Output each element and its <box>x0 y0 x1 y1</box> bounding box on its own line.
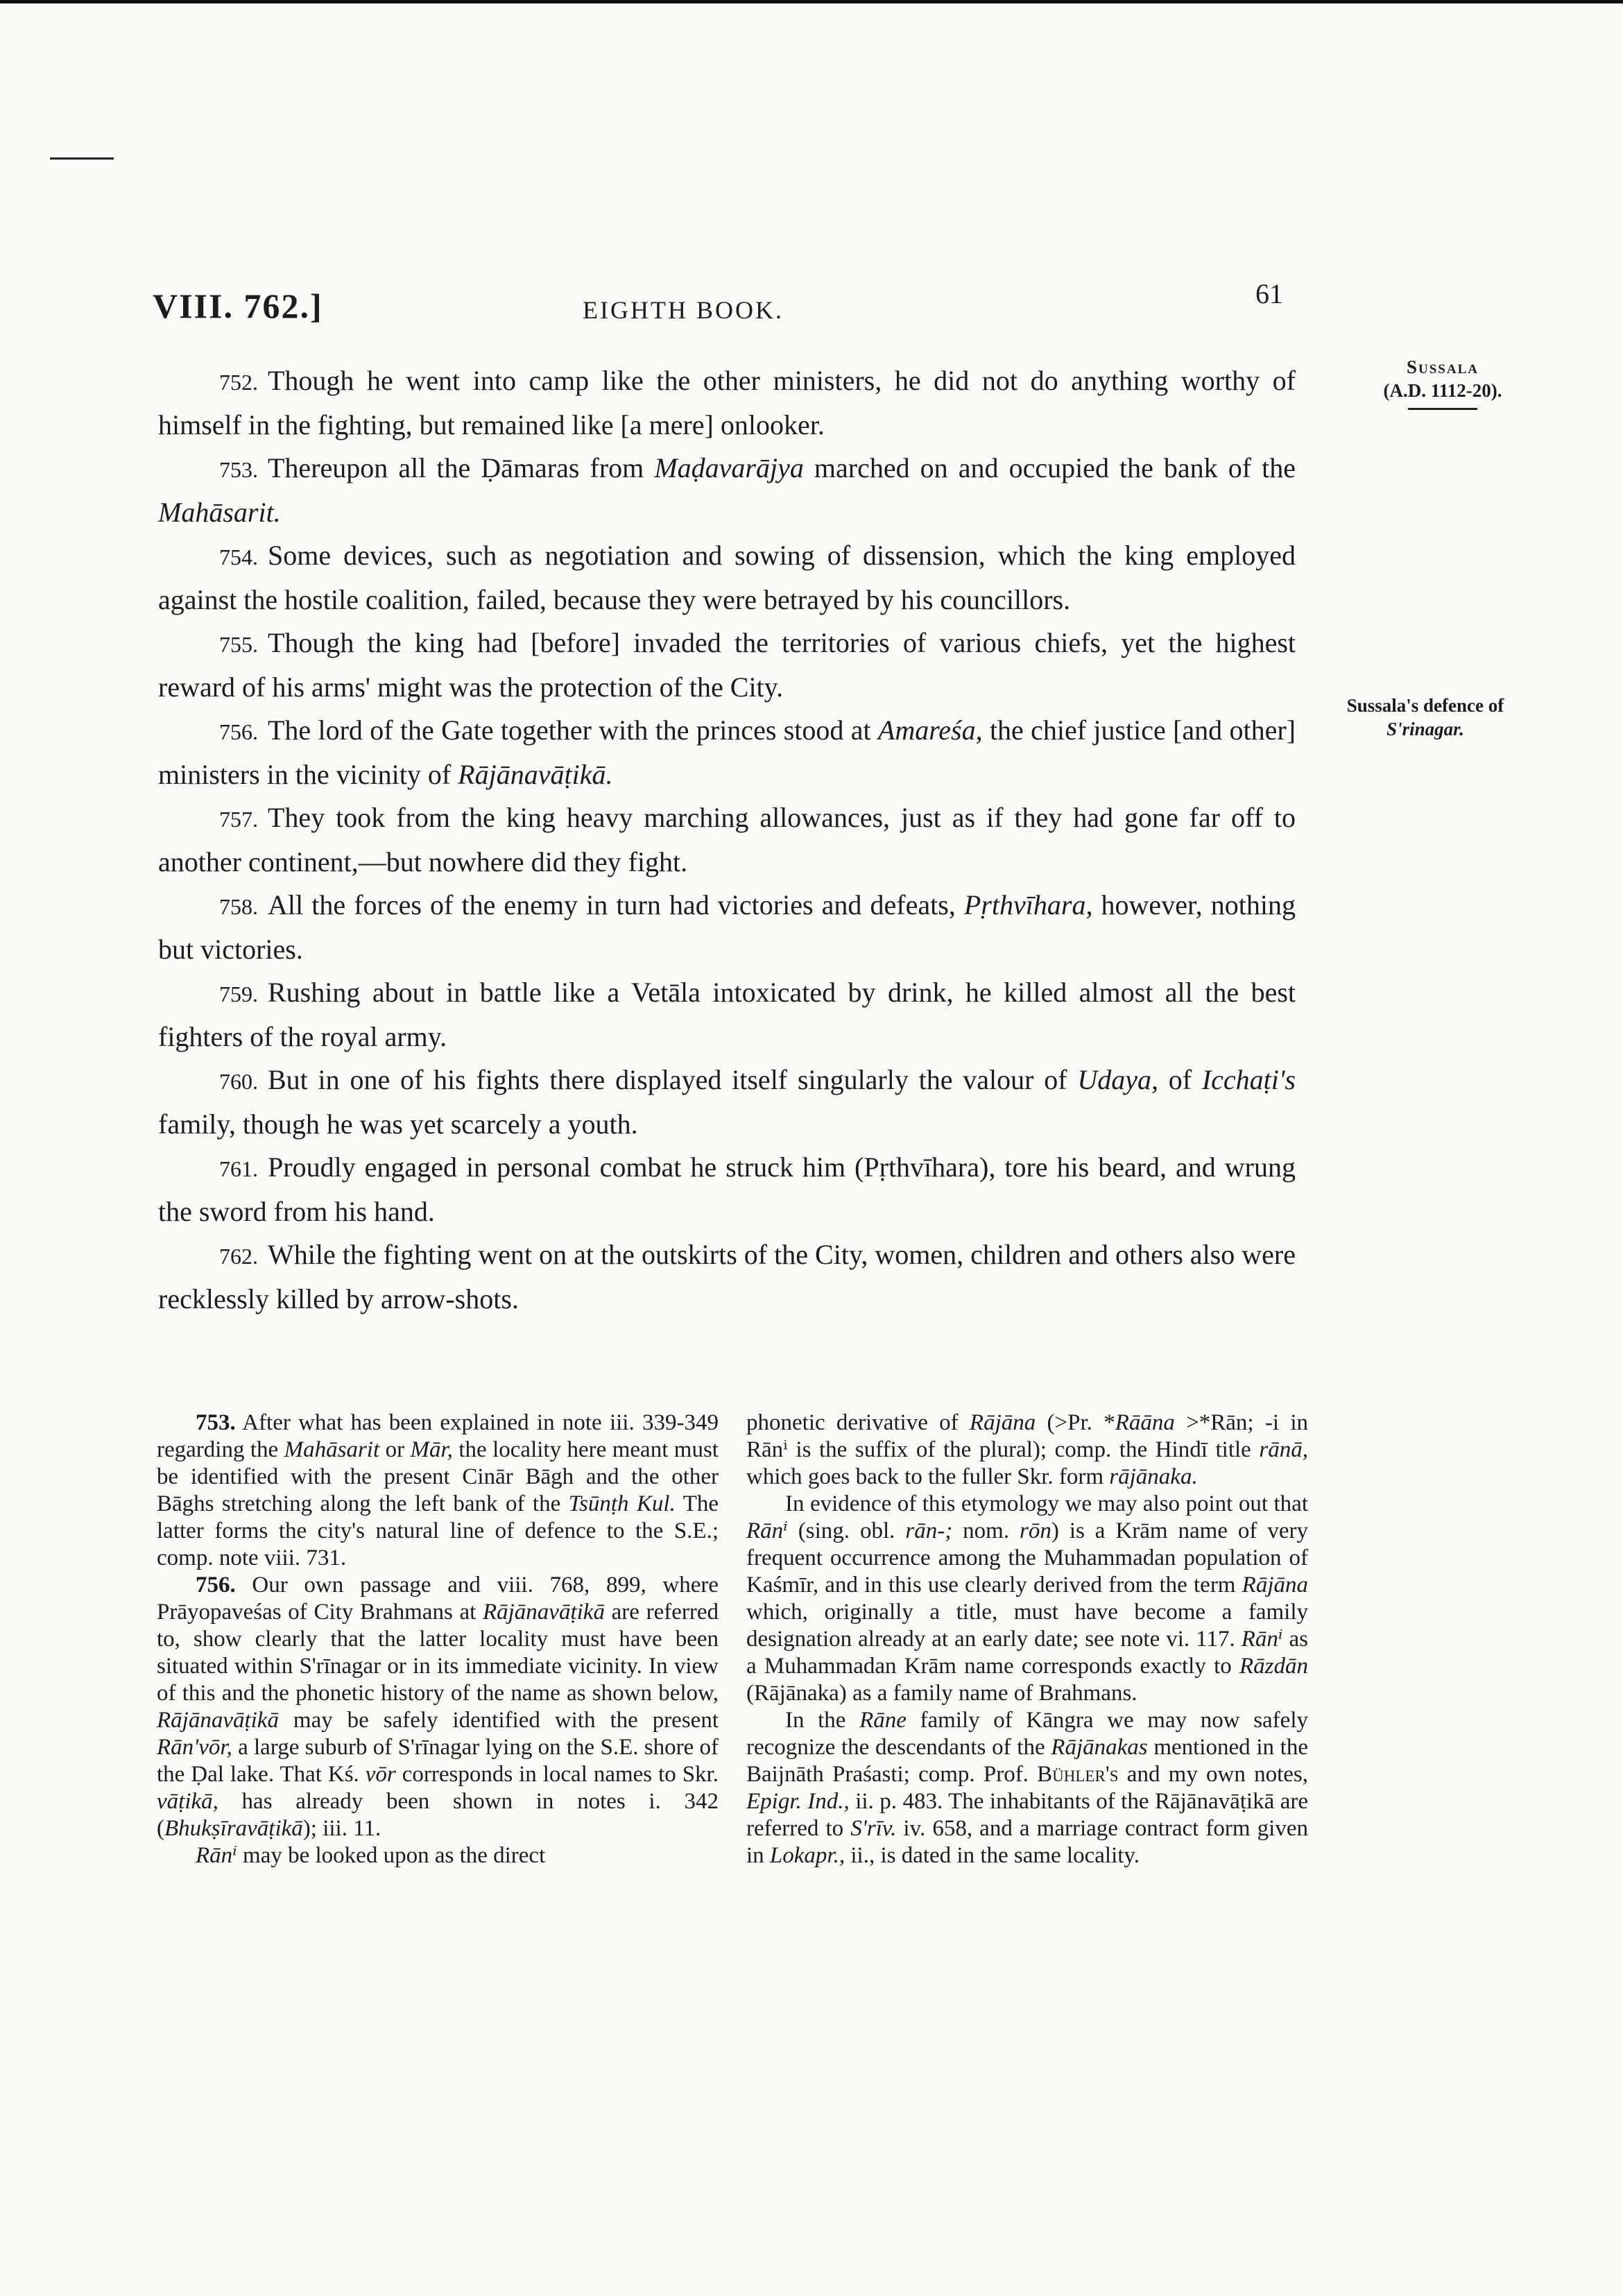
footnote <box>746 1707 1308 1869</box>
header-title: EIGHTH BOOK. <box>583 296 784 324</box>
text-run: may be looked upon as the direct <box>237 1843 546 1868</box>
text-run: Rushing about in battle like a Vetāla intoxicated by drink, he killed almost all the best fighters of the royal army. <box>158 977 1296 1052</box>
text-run: rān-; <box>905 1518 953 1543</box>
footnotes-right-column <box>746 1410 1308 1869</box>
text-run: (sing. obl. <box>787 1518 906 1543</box>
margin-note-defence <box>1318 694 1533 741</box>
margin-note-reign-dates: (A.D. 1112-20). <box>1383 380 1502 401</box>
text-run: Though the king had [before] invaded the territories of various chiefs, yet the highest reward of his arms' might was the protection of the City. <box>158 627 1296 703</box>
text-run: vōr <box>365 1762 396 1787</box>
page-number: 61 <box>1255 278 1283 309</box>
text-run: They took from the king heavy marching allowances, just as if they had gone far off to another continent,—but nowhere did they fight. <box>158 802 1296 877</box>
text-run: mentioned in the Baijnāth Praśasti; comp. Prof. <box>746 1735 1308 1787</box>
text-run: rājānaka. <box>1109 1464 1198 1489</box>
footnote <box>157 1842 719 1869</box>
verse-number: 758. <box>219 894 258 919</box>
text-run: of <box>1158 1064 1202 1095</box>
text-run: has already been shown in notes i. 342 ( <box>157 1789 719 1841</box>
text-run: Tsūnṭh Kul. <box>568 1491 676 1516</box>
text-run: Rānⁱ <box>1241 1627 1283 1652</box>
margin-note-defence-line2: S'rinagar. <box>1386 719 1464 739</box>
header-book-ref: VIII. 762.] <box>153 286 323 325</box>
text-run: Thereupon all the Ḍāmaras from <box>268 452 655 483</box>
verse <box>158 1059 1296 1146</box>
verse-number: 759. <box>219 982 258 1006</box>
verse <box>158 622 1296 709</box>
verse <box>158 447 1296 534</box>
text-run: corresponds in local names to Skr. <box>395 1762 719 1787</box>
verse <box>158 1233 1296 1321</box>
text-run: which, originally a title, must have become a family designation already at an early date; see note vi. 117. <box>746 1600 1308 1652</box>
text-run: Rājānavāṭikā <box>157 1708 279 1733</box>
text-run: The latter forms the city's natural line of defence to the S.E.; comp. note viii. 731. <box>157 1491 719 1570</box>
verse-number: 760. <box>219 1069 258 1094</box>
footnote <box>746 1491 1308 1707</box>
top-border-rule <box>0 0 1623 3</box>
verse <box>158 884 1296 971</box>
text-run: Our own passage and viii. 768, 899, where Prāyopaveśas of City Brahmans at <box>157 1573 719 1625</box>
text-run: or <box>379 1437 411 1462</box>
text-run: (Rājānaka) as a family name of Brahmans. <box>746 1681 1137 1706</box>
text-run: In the <box>785 1708 860 1733</box>
footnote <box>746 1410 1308 1491</box>
text-run: Rājānakas <box>1051 1735 1148 1760</box>
text-run: rōn <box>1020 1518 1051 1543</box>
text-run: Bhukṣīravāṭikā <box>164 1816 303 1841</box>
text-run: are referred to, show clearly that the latter locality must have been situated within S'rīnagar or in its immediate vicinity. In view of this and the phonetic history of the name as shown below, <box>157 1600 719 1706</box>
text-run: S'rīv. <box>850 1816 897 1841</box>
text-run: which goes back to the fuller Skr. form <box>746 1464 1110 1489</box>
text-run: Maḍavarājya <box>654 452 804 483</box>
running-header <box>153 277 1290 340</box>
footnote <box>157 1572 719 1842</box>
main-text <box>158 359 1296 1321</box>
text-run: rānā, <box>1259 1437 1308 1462</box>
text-run: family of Kāngra we may now safely recognize the descendants of the <box>746 1708 1308 1760</box>
text-run: Rājānavāṭikā <box>482 1600 605 1625</box>
verse <box>158 796 1296 884</box>
footnote-number: 756. <box>196 1573 236 1597</box>
text-run: Bühler's <box>1037 1762 1119 1787</box>
text-run: Rāne <box>859 1708 907 1733</box>
verse-number: 754. <box>219 545 258 569</box>
verse-number: 762. <box>219 1244 258 1269</box>
text-run: Mahāsarit. <box>158 497 281 528</box>
text-run: >*Rān; -i in Rānⁱ is the suffix of the plural); comp. the Hindī title <box>746 1410 1308 1462</box>
footnote-number: 753. <box>196 1410 236 1435</box>
text-run: ii., is dated in the same locality. <box>845 1843 1140 1868</box>
verse-number: 756. <box>219 719 258 744</box>
text-run: In evidence of this etymology we may also point out that <box>785 1491 1308 1516</box>
text-run: Rājānavāṭikā. <box>458 759 613 790</box>
margin-note-rule <box>1408 408 1477 410</box>
text-run: family, though he was yet scarcely a youth. <box>158 1108 638 1140</box>
verse-number: 753. <box>219 457 258 482</box>
margin-pencil-mark <box>50 157 114 160</box>
text-run: Mār, <box>410 1437 453 1462</box>
footnote <box>157 1410 719 1572</box>
text-run: Some devices, such as negotiation and sowing of dissension, which the king employed against the hostile coalition, failed, because they were betrayed by his councillors. <box>158 540 1296 615</box>
text-run: iv. 658, and a marriage contract form given in <box>746 1816 1308 1868</box>
text-run: Udaya, <box>1077 1064 1158 1095</box>
text-run: Epigr. Ind., <box>746 1789 850 1814</box>
text-run: Though he went into camp like the other ministers, he did not do anything worthy of himself in the fighting, but remained like [a mere] onlooker. <box>158 365 1296 440</box>
text-run: and my own notes, <box>1118 1762 1308 1787</box>
footnotes <box>157 1410 1308 1869</box>
text-run: ) is a Krām name of very frequent occurrence among the Muhammadan population of Kaśmīr, and in this use clearly derived from the term <box>746 1518 1309 1597</box>
text-run: Rājāna <box>1242 1573 1308 1597</box>
text-run: Icchaṭi's <box>1201 1064 1296 1095</box>
text-run: Rānⁱ <box>196 1843 237 1868</box>
margin-note-sussala <box>1339 355 1547 410</box>
verse-number: 757. <box>219 807 258 832</box>
text-run: the chief justice [and other] ministers in the vicinity of <box>158 714 1296 790</box>
verse <box>158 971 1296 1059</box>
text-run: All the forces of the enemy in turn had victories and defeats, <box>268 889 964 920</box>
text-run: Rān'vōr, <box>157 1735 232 1760</box>
text-run: Rānⁱ <box>746 1518 788 1543</box>
text-run: The lord of the Gate together with the princes stood at <box>268 714 878 746</box>
margin-note-king-name: Sussala <box>1407 357 1479 377</box>
text-run: Lokapr., <box>769 1843 845 1868</box>
text-run: marched on and occupied the bank of the <box>803 452 1296 483</box>
verse-number: 752. <box>219 370 258 395</box>
text-run: While the fighting went on at the outskirts of the City, women, children and others also were recklessly killed by arrow-shots. <box>158 1239 1296 1314</box>
text-run: nom. <box>952 1518 1020 1543</box>
verse <box>158 1146 1296 1233</box>
text-run: Rāzdān <box>1239 1654 1308 1679</box>
text-run: vāṭikā, <box>157 1789 218 1814</box>
text-run: the locality here meant must be identified with the present Cinār Bāgh and the other Bāghs stretching along the left bank of the <box>157 1437 719 1516</box>
footnotes-left-column <box>157 1410 719 1869</box>
text-run: ii. p. 483. The inhabitants of the Rājānavāṭikā are referred to <box>746 1789 1308 1841</box>
text-run: ); iii. 11. <box>302 1816 381 1841</box>
verse <box>158 534 1296 622</box>
text-run: After what has been explained in note iii. 339-349 regarding the <box>157 1410 719 1462</box>
text-run: a large suburb of S'rīnagar lying on the S.E. shore of the Ḍal lake. That Kś. <box>157 1735 719 1787</box>
verse-number: 761. <box>219 1156 258 1181</box>
verse <box>158 359 1296 447</box>
text-run: however, nothing but victories. <box>158 889 1296 965</box>
text-run: Rāāna <box>1115 1410 1175 1435</box>
verse <box>158 709 1296 796</box>
text-run: may be safely identified with the present <box>278 1708 719 1733</box>
text-run: Rājāna <box>969 1410 1036 1435</box>
text-run: phonetic derivative of <box>746 1410 970 1435</box>
text-run: Proudly engaged in personal combat he struck him (Pṛthvīhara), tore his beard, and wrung the sword from his hand. <box>158 1151 1296 1227</box>
text-run: But in one of his fights there displayed itself singularly the valour of <box>268 1064 1078 1095</box>
verse-number: 755. <box>219 632 258 657</box>
text-run: Mahāsarit <box>284 1437 380 1462</box>
text-run: as a Muhammadan Krām name corresponds exactly to <box>746 1627 1308 1679</box>
text-run: Pṛthvīhara, <box>963 889 1093 920</box>
margin-note-defence-line1: Sussala's defence of <box>1346 695 1504 716</box>
text-run: Amareśa, <box>877 714 983 746</box>
text-run: (>Pr. * <box>1036 1410 1115 1435</box>
